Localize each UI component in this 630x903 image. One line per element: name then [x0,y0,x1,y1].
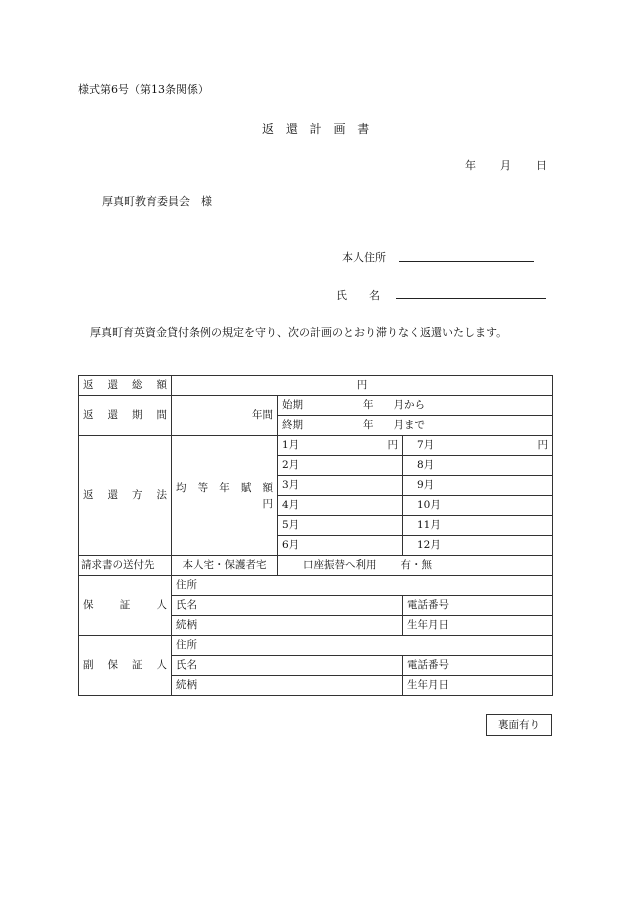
invoice-label: 請求書の送付先 [79,556,172,576]
statement: 厚真町育英資金貸付条例の規定を守り、次の計画のとおり滞りなく返還いたします。 [90,326,508,339]
repayment-table [78,375,553,696]
transfer-field[interactable] [278,556,553,576]
month-11-field[interactable] [403,516,553,536]
invoice-row [79,556,553,576]
guarantor-address[interactable] [172,576,553,596]
guarantor-address-row [79,576,553,596]
period-label: 返 還 期 間 [79,396,172,436]
sub-guarantor-address-label: 住所 [176,639,197,651]
month-4: 4月 [282,499,300,511]
form-number: 様式第6号（第13条関係） [78,83,209,96]
date-year: 年 [465,159,476,172]
month-5: 5月 [282,519,300,531]
total-field[interactable] [172,376,553,396]
guarantor-label: 保 証 人 [79,576,172,636]
end-month: 月まで [393,419,425,431]
name-line[interactable] [396,298,546,299]
month-9: 9月 [417,479,435,491]
years-field[interactable] [172,396,278,436]
sub-guarantor-label: 副 保 証 人 [79,636,172,696]
month-2-field[interactable] [278,456,403,476]
invoice-value[interactable]: 本人宅・保護者宅 [172,556,278,576]
address-line[interactable] [399,261,534,262]
month-1-field[interactable] [278,436,403,456]
guarantor-phone-label: 電話番号 [407,599,449,611]
sub-guarantor-birth-label: 生年月日 [407,679,449,691]
method-value-cell [172,436,278,556]
month-3-field[interactable] [278,476,403,496]
end-field[interactable] [278,416,553,436]
month-5-field[interactable] [278,516,403,536]
end-label: 終期 [282,419,303,431]
addressee: 厚真町教育委員会 様 [102,195,212,208]
period-row-start [79,396,553,416]
month-1-yen: 円 [387,439,398,451]
start-year: 年 [363,399,374,411]
sub-guarantor-relation[interactable] [172,676,403,696]
method-row-1 [79,436,553,456]
start-field[interactable] [278,396,553,416]
sub-guarantor-name[interactable] [172,656,403,676]
month-4-field[interactable] [278,496,403,516]
month-3: 3月 [282,479,300,491]
start-label: 始期 [282,399,303,411]
method-value: 均 等 年 賦 額 [176,481,273,494]
guarantor-relation-label: 続柄 [176,619,197,631]
month-2: 2月 [282,459,300,471]
guarantor-name-label: 氏名 [176,599,197,611]
sub-guarantor-relation-label: 続柄 [176,679,197,691]
page-title: 返 還 計 画 書 [262,122,374,136]
sub-guarantor-name-label: 氏名 [176,659,197,671]
month-10-field[interactable] [403,496,553,516]
method-label: 返 還 方 法 [79,436,172,556]
sub-guarantor-address[interactable] [172,636,553,656]
month-12-field[interactable] [403,536,553,556]
transfer-value: 有・無 [400,559,432,571]
back-side-note: 裏面有り [486,714,552,736]
total-label: 返 還 総 額 [79,376,172,396]
guarantor-birth-label: 生年月日 [407,619,449,631]
guarantor-birth[interactable] [403,616,553,636]
start-month: 月から [393,399,425,411]
date-month: 月 [500,159,511,172]
years-unit: 年間 [252,409,273,421]
guarantor-address-label: 住所 [176,579,197,591]
address-label: 本人住所 [342,251,386,264]
month-9-field[interactable] [403,476,553,496]
guarantor-name[interactable] [172,596,403,616]
guarantor-relation[interactable] [172,616,403,636]
month-7-yen: 円 [537,439,548,451]
guarantor-phone[interactable] [403,596,553,616]
end-year: 年 [363,419,374,431]
month-7-field[interactable] [403,436,553,456]
month-6: 6月 [282,539,300,551]
month-12: 12月 [417,539,441,551]
sub-guarantor-phone[interactable] [403,656,553,676]
transfer-label: 口座振替へ利用 [303,559,377,571]
month-8: 8月 [417,459,435,471]
date-day: 日 [536,159,547,172]
method-unit: 円 [262,497,273,510]
month-10: 10月 [417,499,441,511]
month-11: 11月 [417,519,441,531]
month-6-field[interactable] [278,536,403,556]
sub-guarantor-birth[interactable] [403,676,553,696]
month-8-field[interactable] [403,456,553,476]
total-unit: 円 [356,379,368,391]
sub-guarantor-phone-label: 電話番号 [407,659,449,671]
total-row [79,376,553,396]
name-label: 氏 名 [336,289,380,302]
sub-guarantor-address-row [79,636,553,656]
month-7: 7月 [417,439,435,451]
month-1: 1月 [282,439,300,451]
